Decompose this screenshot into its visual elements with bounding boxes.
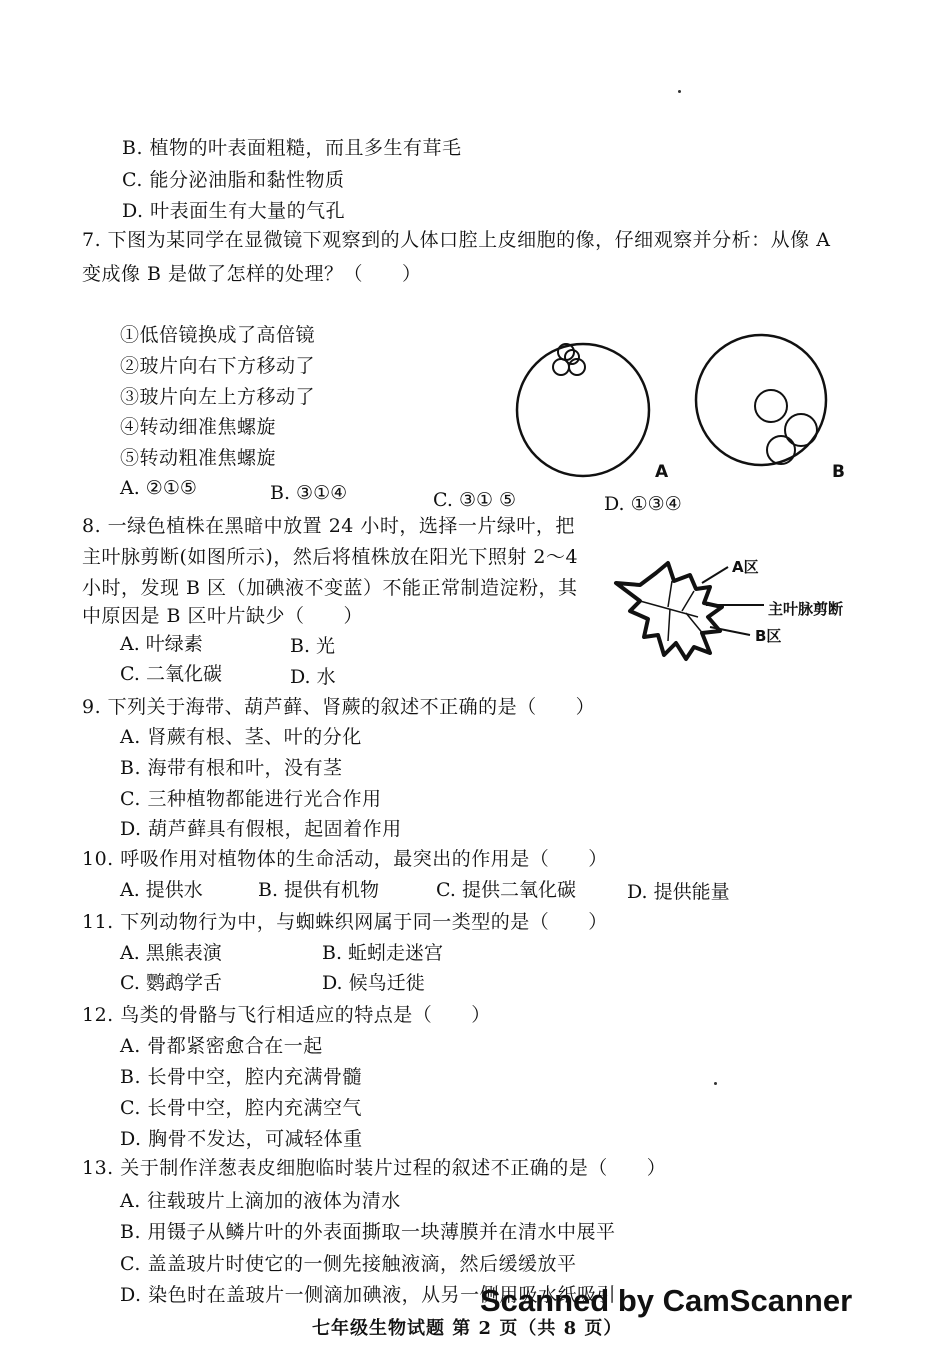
q10-stem: 10. 呼吸作用对植物体的生命活动，最突出的作用是（ ） xyxy=(82,848,608,870)
q12-option-a: A. 骨都紧密愈合在一起 xyxy=(120,1035,323,1057)
q9-option-d: D. 葫芦藓具有假根，起固着作用 xyxy=(120,818,402,840)
q13-option-c: C. 盖盖玻片时使它的一侧先接触液滴，然后缓缓放平 xyxy=(120,1253,577,1275)
q8-option-d: D. 水 xyxy=(290,666,336,688)
q12-stem: 12. 鸟类的骨骼与飞行相适应的特点是（ ） xyxy=(82,1004,491,1026)
q12-option-b: B. 长骨中空，腔内充满骨髓 xyxy=(120,1066,363,1088)
q8-stem-line4: 中原因是 B 区叶片缺少（ ） xyxy=(82,605,364,627)
q8-option-a: A. 叶绿素 xyxy=(120,633,203,655)
q10-option-c: C. 提供二氧化碳 xyxy=(436,879,576,901)
q9-stem: 9. 下列关于海带、葫芦藓、肾蕨的叙述不正确的是（ ） xyxy=(82,696,596,718)
q7-option-a: A. ②①⑤ xyxy=(120,477,197,499)
camscanner-watermark: Scanned by CamScanner xyxy=(480,1283,853,1318)
scan-speck xyxy=(678,90,681,93)
q6-option-c: C. 能分泌油脂和黏性物质 xyxy=(122,169,345,191)
q11-option-b: B. 蚯蚓走迷宫 xyxy=(322,942,444,964)
q7-step-1: ①低倍镜换成了高倍镜 xyxy=(120,324,316,346)
page-footer: 七年级生物试题 第 2 页（共 8 页） xyxy=(312,1318,623,1339)
q9-option-c: C. 三种植物都能进行光合作用 xyxy=(120,788,382,810)
q13-option-d: D. 染色时在盖玻片一侧滴加碘液，从另一侧用吸水纸吸引 xyxy=(120,1284,617,1306)
q7-option-b: B. ③①④ xyxy=(270,482,348,504)
q11-option-c: C. 鹦鹉学舌 xyxy=(120,972,222,994)
q8-option-c: C. 二氧化碳 xyxy=(120,663,222,685)
q11-option-a: A. 黑熊表演 xyxy=(120,942,222,964)
q13-option-b: B. 用镊子从鳞片叶的外表面撕取一块薄膜并在清水中展平 xyxy=(120,1221,616,1243)
q6-option-b: B. 植物的叶表面粗糙，而且多生有茸毛 xyxy=(122,137,462,159)
q9-option-b: B. 海带有根和叶，没有茎 xyxy=(120,757,343,779)
q7-step-5: ⑤转动粗准焦螺旋 xyxy=(120,447,277,469)
q13-stem: 13. 关于制作洋葱表皮细胞临时装片过程的叙述不正确的是（ ） xyxy=(82,1157,667,1179)
q7-stem-line1: 7. 下图为某同学在显微镜下观察到的人体口腔上皮细胞的像，仔细观察并分析：从像 A xyxy=(82,229,831,251)
view-a-cells xyxy=(553,344,585,375)
q11-stem: 11. 下列动物行为中，与蜘蛛织网属于同一类型的是（ ） xyxy=(82,911,608,933)
figure-label-a: A xyxy=(655,462,669,482)
leaf-label-b: B区 xyxy=(755,627,782,645)
q8-stem-line3: 小时，发现 B 区（加碘液不变蓝）不能正常制造淀粉，其 xyxy=(82,577,578,599)
q9-option-a: A. 肾蕨有根、茎、叶的分化 xyxy=(120,726,362,748)
q13-option-a: A. 往载玻片上滴加的液体为清水 xyxy=(120,1190,401,1212)
leaf-outline xyxy=(616,563,722,659)
q10-option-a: A. 提供水 xyxy=(120,879,203,901)
q7-option-d: D. ①③④ xyxy=(604,493,682,515)
q10-option-d: D. 提供能量 xyxy=(627,881,730,903)
scan-speck xyxy=(714,1082,717,1085)
q7-step-3: ③玻片向左上方移动了 xyxy=(120,386,316,408)
view-a-circle xyxy=(517,344,649,476)
q7-option-c: C. ③① ⑤ xyxy=(433,489,517,511)
microscope-view-figure xyxy=(515,330,835,490)
q10-option-b: B. 提供有机物 xyxy=(258,879,380,901)
q8-option-b: B. 光 xyxy=(290,635,336,657)
q11-option-d: D. 候鸟迁徙 xyxy=(322,972,425,994)
q12-option-d: D. 胸骨不发达，可减轻体重 xyxy=(120,1128,363,1150)
q8-stem-line2: 主叶脉剪断(如图所示)，然后将植株放在阳光下照射 2～4 xyxy=(82,546,579,568)
view-b-cells xyxy=(755,390,817,464)
leaf-label-a: A区 xyxy=(732,558,759,576)
leaf-label-vein: 主叶脉剪断 xyxy=(768,600,844,618)
q7-stem-line2: 变成像 B 是做了怎样的处理？（ ） xyxy=(82,263,422,285)
q8-stem-line1: 8. 一绿色植株在黑暗中放置 24 小时，选择一片绿叶，把 xyxy=(82,515,575,537)
figure-label-b: B xyxy=(832,462,845,482)
q7-step-4: ④转动细准焦螺旋 xyxy=(120,416,277,438)
q6-option-d: D. 叶表面生有大量的气孔 xyxy=(122,200,346,222)
q7-step-2: ②玻片向右下方移动了 xyxy=(120,355,316,377)
q12-option-c: C. 长骨中空，腔内充满空气 xyxy=(120,1097,362,1119)
